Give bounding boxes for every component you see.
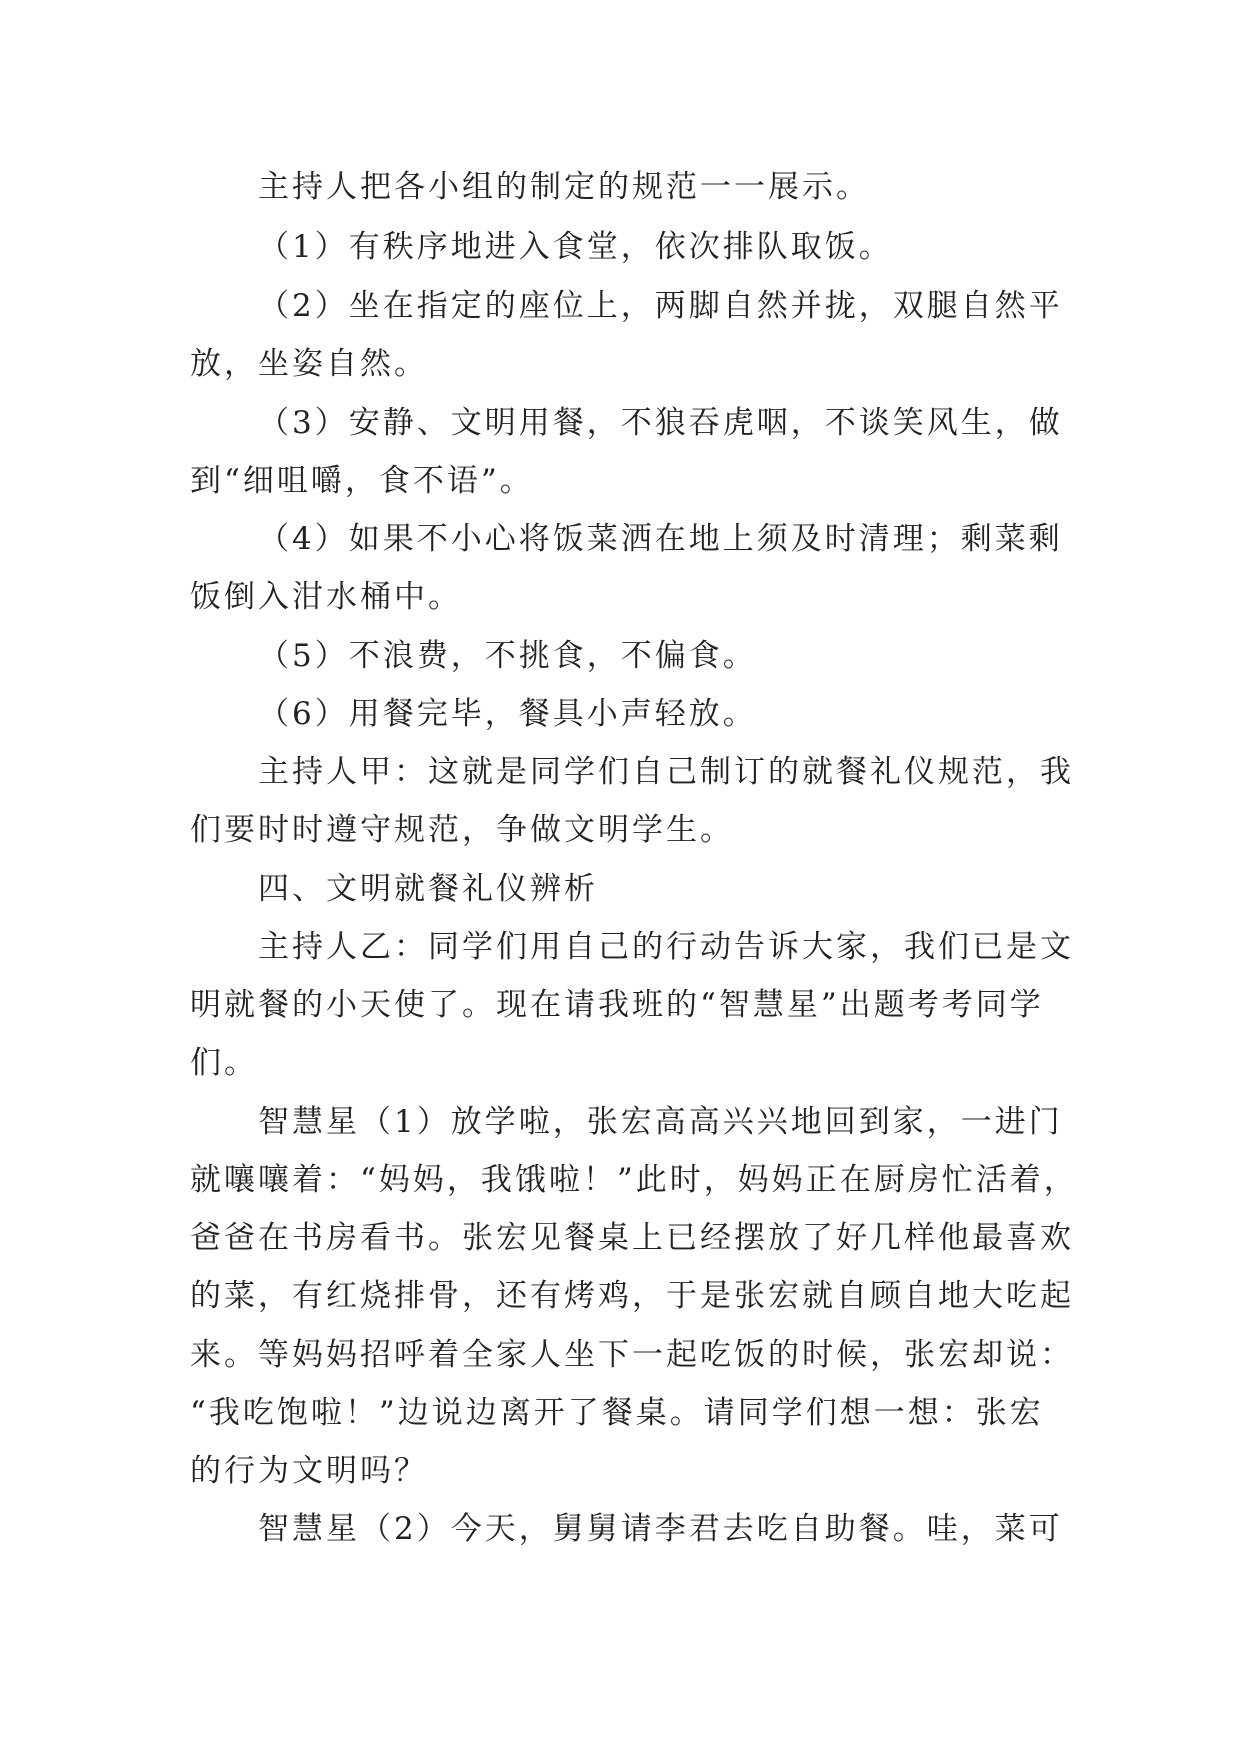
text-line: 主持人甲：这就是同学们自己制订的就餐礼仪规范，我 [258,754,1074,790]
text-line: （3）安静、文明用餐，不狼吞虎咽，不谈笑风生，做 [258,405,1063,441]
text-line: 饭倒入泔水桶中。 [190,579,462,615]
text-line: 主持人把各小组的制定的规范一一展示。 [258,169,870,205]
text-line: （5）不浪费，不挑食，不偏食。 [258,638,757,674]
text-line: 主持人乙：同学们用自己的行动告诉大家，我们已是文 [258,929,1074,965]
text-line: 的行为文明吗？ [190,1453,428,1489]
text-line: 到“细咀嚼，食不语”。 [190,463,534,499]
text-line: （6）用餐完毕，餐具小声轻放。 [258,696,757,732]
text-line: 来。等妈妈招呼着全家人坐下一起吃饭的时候，张宏却说： [190,1337,1074,1373]
text-line: 放，坐姿自然。 [190,346,428,382]
text-line: 们。 [190,1045,258,1081]
text-line: 明就餐的小天使了。现在请我班的“智慧星”出题考考同学 [190,987,1044,1023]
text-line: 就嚷嚷着：“妈妈，我饿啦！”此时，妈妈正在厨房忙活着， [190,1162,1078,1198]
text-line: “我吃饱啦！”边说边离开了餐桌。请同学们想一想：张宏 [190,1395,1044,1431]
text-line: 们要时时遵守规范，争做文明学生。 [190,812,734,848]
text-line: （2）坐在指定的座位上，两脚自然并拢，双腿自然平 [258,288,1063,324]
text-line: 智慧星（2）今天，舅舅请李君去吃自助餐。哇，菜可 [258,1511,1063,1547]
text-line: 的菜，有红烧排骨，还有烤鸡，于是张宏就自顾自地大吃起 [190,1278,1074,1314]
text-line: 爸爸在书房看书。张宏见餐桌上已经摆放了好几样他最喜欢 [190,1220,1074,1256]
text-line: （4）如果不小心将饭菜洒在地上须及时清理；剩菜剩 [258,521,1063,557]
text-line: （1）有秩序地进入食堂，依次排队取饭。 [258,229,893,265]
text-line: 智慧星（1）放学啦，张宏高高兴兴地回到家，一进门 [258,1104,1063,1140]
section-heading: 四、文明就餐礼仪辨析 [258,871,598,907]
